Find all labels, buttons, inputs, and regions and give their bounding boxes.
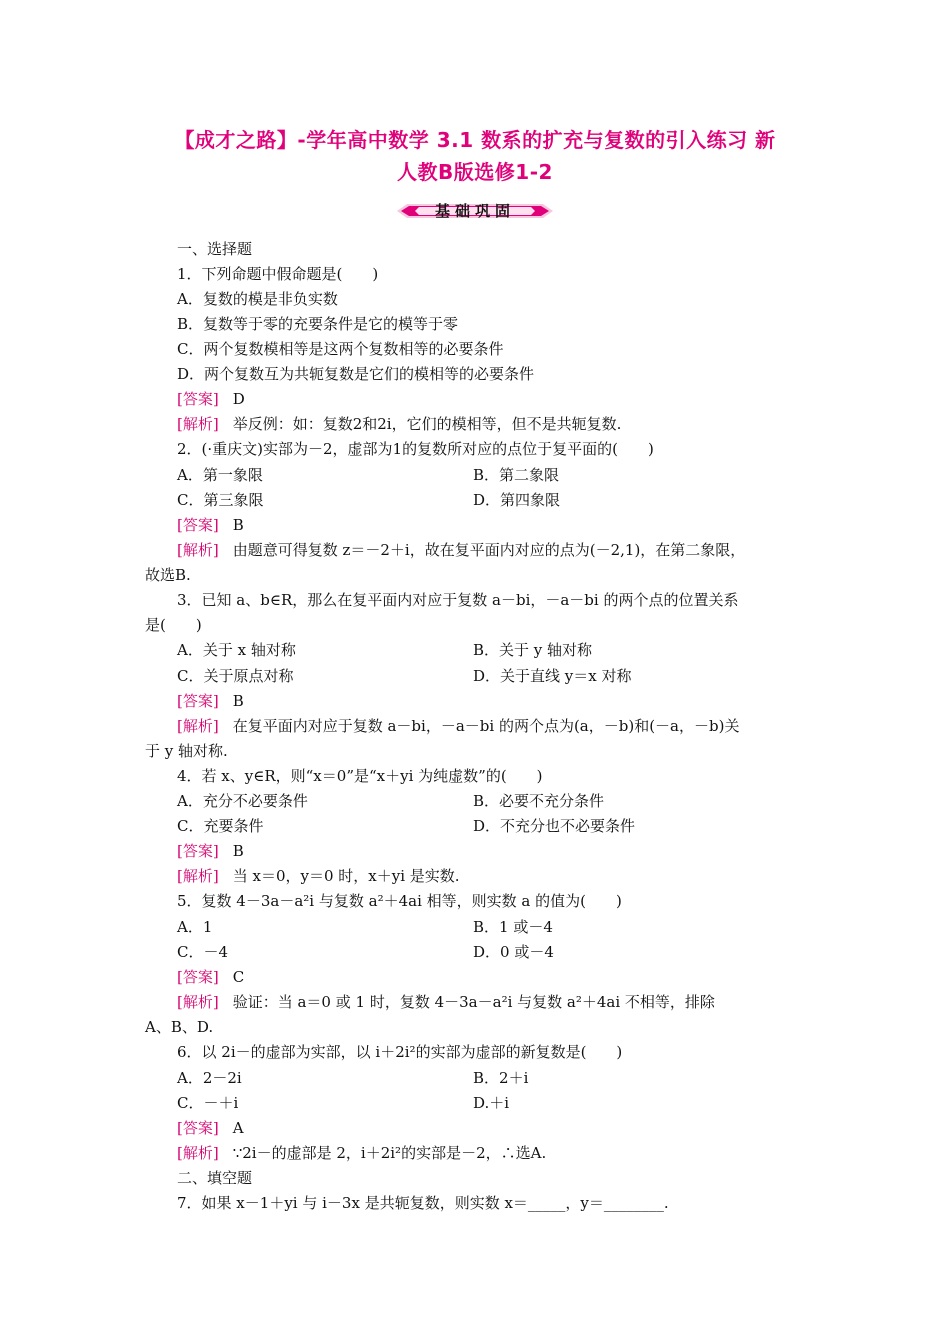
q4-option-a: A．充分不必要条件	[177, 792, 308, 810]
analysis-tag: [解析]	[177, 867, 219, 885]
q2-stem: 2．(·重庆文)实部为－2，虚部为1的复数所对应的点位于复平面的( )	[177, 440, 654, 458]
q3-option-b: B．关于 y 轴对称	[473, 641, 593, 659]
q5-option-b: B．1 或－4	[473, 918, 553, 936]
analysis-tag: [解析]	[177, 717, 219, 735]
q2-answer-line	[177, 515, 244, 535]
q1-analysis-line	[177, 414, 621, 434]
q3-analysis-1: 在复平面内对应于复数 a－bi，－a－bi 的两个点为(a，－b)和(－a，－b)关	[232, 717, 740, 735]
q6-option-c: C．－＋i	[177, 1094, 239, 1112]
q1-option-a: A．复数的模是非负实数	[177, 290, 338, 308]
q6-analysis: ∵2i－的虚部是 2，i＋2i²的实部是－2，∴选A.	[232, 1144, 547, 1162]
q3-stem-1: 3．已知 a、b∈R，那么在复平面内对应于复数 a－bi，－a－bi 的两个点的位置关系	[177, 591, 739, 609]
q4-option-b: B．必要不充分条件	[473, 792, 605, 810]
banner-label: 基础巩固	[434, 202, 515, 220]
q5-stem: 5．复数 4－3a－a²i 与复数 a²＋4ai 相等，则实数 a 的值为( )	[177, 892, 622, 910]
analysis-tag: [解析]	[177, 541, 219, 559]
q6-stem: 6．以 2i－的虚部为实部，以 i＋2i²的实部为虚部的新复数是( )	[177, 1043, 623, 1061]
document-title-line-2: 人教B版选修1-2	[397, 160, 553, 184]
q3-answer-line	[177, 691, 244, 711]
q7-stem: 7．如果 x－1＋yi 与 i－3x 是共轭复数，则实数 x＝_____，y＝________.	[177, 1194, 669, 1212]
q2-option-d: D．第四象限	[473, 491, 561, 509]
q3-option-a: A．关于 x 轴对称	[177, 641, 296, 659]
q5-option-c: C．－4	[177, 943, 229, 961]
q3-option-c: C．关于原点对称	[177, 667, 294, 685]
q4-answer: B	[232, 842, 244, 860]
q2-analysis-2: 故选B.	[145, 566, 191, 584]
document-title-line-1: 【成才之路】-学年高中数学 3.1 数系的扩充与复数的引入练习 新	[174, 128, 776, 152]
q5-analysis-2: A、B、D.	[145, 1018, 214, 1036]
q1-option-b: B．复数等于零的充要条件是它的模等于零	[177, 315, 459, 333]
q5-option-d: D．0 或－4	[473, 943, 554, 961]
answer-tag: [答案]	[177, 692, 219, 710]
answer-tag: [答案]	[177, 842, 219, 860]
q5-analysis-1: 验证：当 a＝0 或 1 时，复数 4－3a－a²i 与复数 a²＋4ai 不相等，排除	[232, 993, 715, 1011]
q4-analysis-line	[177, 866, 460, 886]
q2-answer: B	[232, 516, 244, 534]
q5-option-a: A．1	[177, 918, 213, 936]
analysis-tag: [解析]	[177, 1144, 219, 1162]
answer-tag: [答案]	[177, 390, 219, 408]
q6-answer: A	[232, 1119, 244, 1137]
q1-stem: 1．下列命题中假命题是( )	[177, 265, 379, 283]
q1-analysis: 举反例：如：复数2和2i，它们的模相等，但不是共轭复数.	[232, 415, 622, 433]
q2-analysis-1: 由题意可得复数 z＝－2＋i，故在复平面内对应的点为(－2,1)，在第二象限，	[232, 541, 746, 559]
section-banner	[397, 201, 553, 221]
section-heading-choice: 一、选择题	[177, 240, 253, 258]
q6-option-b: B．2＋i	[473, 1069, 529, 1087]
q3-analysis-line	[177, 716, 739, 736]
section-heading-fill: 二、填空题	[177, 1169, 253, 1187]
q5-answer-line	[177, 967, 244, 987]
q4-stem: 4．若 x、y∈R，则“x＝0”是“x＋yi 为纯虚数”的( )	[177, 767, 543, 785]
q3-analysis-2: 于 y 轴对称.	[145, 742, 228, 760]
q3-stem-2: 是( )	[145, 616, 202, 634]
q1-answer: D	[232, 390, 245, 408]
q6-answer-line	[177, 1118, 244, 1138]
q2-option-c: C．第三象限	[177, 491, 264, 509]
q1-option-d: D．两个复数互为共轭复数是它们的模相等的必要条件	[177, 365, 535, 383]
q5-answer: C	[232, 968, 245, 986]
q1-option-c: C．两个复数模相等是这两个复数相等的必要条件	[177, 340, 504, 358]
q2-option-a: A．第一象限	[177, 466, 263, 484]
q6-option-a: A．2－2i	[177, 1069, 242, 1087]
analysis-tag: [解析]	[177, 415, 219, 433]
q2-option-b: B．第二象限	[473, 466, 560, 484]
q3-answer: B	[232, 692, 244, 710]
q4-analysis: 当 x＝0，y＝0 时，x＋yi 是实数.	[232, 867, 460, 885]
q4-answer-line	[177, 841, 244, 861]
q4-option-d: D．不充分也不必要条件	[473, 817, 636, 835]
answer-tag: [答案]	[177, 1119, 219, 1137]
q4-option-c: C．充要条件	[177, 817, 264, 835]
q6-option-d: D.＋i	[473, 1094, 510, 1112]
analysis-tag: [解析]	[177, 993, 219, 1011]
q3-option-d: D．关于直线 y＝x 对称	[473, 667, 632, 685]
answer-tag: [答案]	[177, 516, 219, 534]
q6-analysis-line	[177, 1143, 546, 1163]
answer-tag: [答案]	[177, 968, 219, 986]
q5-analysis-line	[177, 992, 715, 1012]
q2-analysis-line	[177, 540, 745, 560]
q1-answer-line	[177, 389, 245, 409]
